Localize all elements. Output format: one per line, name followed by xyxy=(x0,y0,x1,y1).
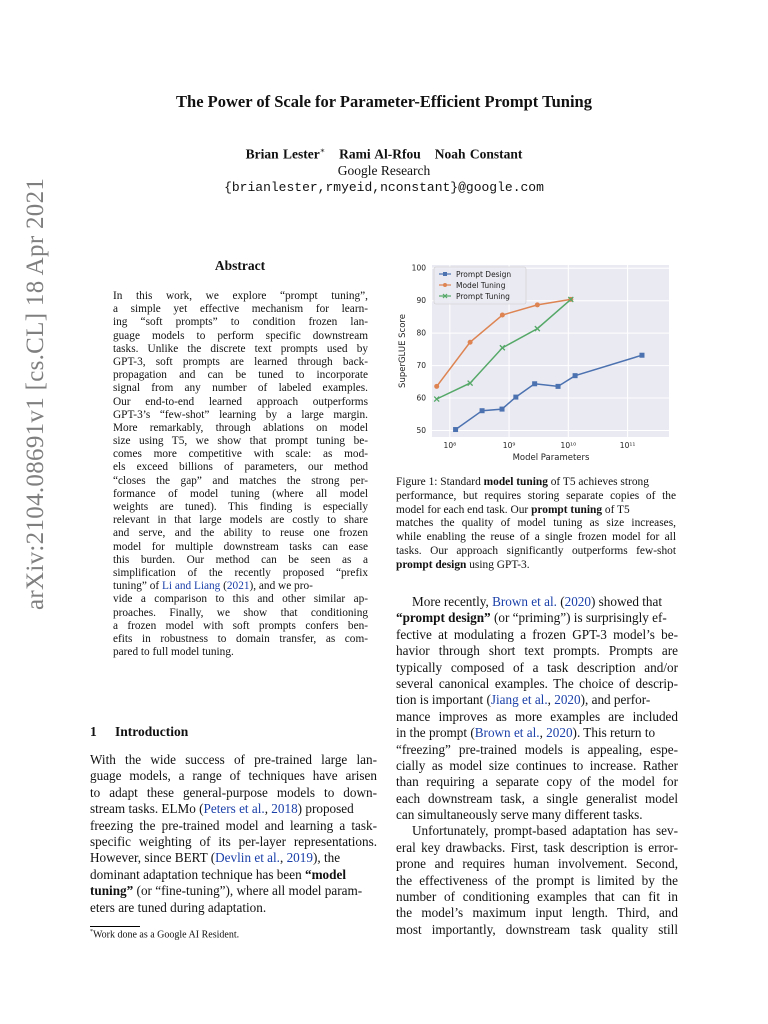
body-line: guage models, a range of techniques have arisen xyxy=(90,768,377,784)
abstract-line: In this work, we explore “prompt tuning”, xyxy=(113,290,368,302)
abstract-line: a frozen model with soft prompts confers ben- xyxy=(113,619,368,632)
abstract-line: comes more competitive with scale: as mod- xyxy=(113,448,368,461)
author-name: Noah Constant xyxy=(434,146,523,162)
data-point-prompt-design xyxy=(639,353,644,358)
intro-body xyxy=(90,752,377,916)
body-line: prone and requires human involvement. Second, xyxy=(396,856,678,872)
abstract-line: simplification of the recently proposed “prefix xyxy=(113,566,368,579)
citation-link[interactable]: Devlin et al. xyxy=(215,850,280,866)
body-line: More recently, Brown et al. (2020) showed that xyxy=(412,594,663,609)
y-tick-label: 90 xyxy=(416,296,426,306)
abstract-line: Our end-to-end learned approach outperforms xyxy=(113,395,368,408)
right-column-body xyxy=(396,594,678,938)
body-line: to adapt these general-purpose models to down- xyxy=(90,784,377,800)
legend-marker-circle xyxy=(443,283,447,287)
author-list xyxy=(0,146,768,163)
author-emails: {brianlester,rmyeid,nconstant}@google.com xyxy=(224,180,544,195)
y-tick-label: 60 xyxy=(416,393,426,403)
citation-year-link[interactable]: 2020 xyxy=(554,692,581,708)
abstract-line: weights are tuned). This finding is especially xyxy=(113,501,368,513)
x-tick-label: 10⁸ xyxy=(443,441,457,450)
x-tick-label: 10¹¹ xyxy=(619,441,636,450)
data-point-prompt-design xyxy=(500,407,505,412)
author-name: Rami Al-Rfou xyxy=(339,146,421,162)
body-line: cially as model size continues to increase. Rather xyxy=(396,757,678,773)
body-line: can simultaneously serve many different tasks. xyxy=(396,807,643,823)
abstract-line: els exceed billions of parameters, our method xyxy=(113,461,368,474)
body-line: fective at modulating a frozen GPT-3 model’s be- xyxy=(396,626,678,642)
body-line: tion is important (Jiang et al., 2020), and perfor- xyxy=(396,692,651,708)
abstract-line: GPT-3, soft prompts are learned through back- xyxy=(113,355,368,368)
abstract-line: a simple yet effective mechanism for learn- xyxy=(113,303,368,316)
abstract-line: signal from any number of labeled examples. xyxy=(113,382,368,395)
x-axis-label: Model Parameters xyxy=(512,453,590,463)
body-line: the model’s maximum input length. Third, and xyxy=(396,905,678,921)
abstract-line: relevant in that large models are costly to share xyxy=(113,514,368,527)
abstract-line: More remarkably, through ablations on model xyxy=(113,421,368,434)
abstract-line: and serve, and the ability to reuse one frozen xyxy=(113,527,368,540)
citation-link[interactable]: Brown et al. xyxy=(492,594,557,609)
abstract-line: tasks. Unlike the discrete text prompts used by xyxy=(113,342,368,355)
abstract-line: this burden. Our method can be seen as a xyxy=(113,553,368,566)
citation-link[interactable]: Jiang et al. xyxy=(490,692,548,708)
legend-label: Prompt Design xyxy=(456,270,512,279)
arxiv-stamp-text: arXiv:2104.08691v1 [cs.CL] 18 Apr 2021 xyxy=(22,177,49,610)
body-line: stream tasks. ELMo (Peters et al., 2018) proposed xyxy=(90,801,354,817)
legend-label: Model Tuning xyxy=(456,281,506,290)
footnote-mark: * xyxy=(90,929,93,935)
data-point-prompt-design xyxy=(513,395,518,400)
body-line: tuning” (or “fine-tuning”), where all model param- xyxy=(90,883,363,899)
body-line: each downstream task, a single generalist model xyxy=(396,790,678,806)
body-line: eral key drawbacks. First, task description is error- xyxy=(396,839,678,855)
abstract-line: vide a comparison to this and other similar ap- xyxy=(113,593,368,606)
footnote xyxy=(90,929,239,940)
data-point-model-tuning xyxy=(468,340,473,345)
data-point-model-tuning xyxy=(500,312,505,317)
abstract-line: tuning” of Li and Liang (2021), and we pro- xyxy=(113,580,313,593)
data-point-prompt-design xyxy=(573,373,578,378)
section-title: Introduction xyxy=(115,724,189,739)
body-line: freezing the pre-trained model and learning a task- xyxy=(90,817,377,833)
body-line: most importantly, downstream task quality still xyxy=(396,921,678,937)
figure-caption xyxy=(396,476,676,573)
footnote-rule xyxy=(90,926,140,927)
caption-line: performance, but requires storing separate copies of the xyxy=(396,489,676,502)
abstract-line: ing “soft prompts” to condition frozen lan- xyxy=(113,316,368,329)
abstract-line: guage models to perform specific downstream xyxy=(113,329,368,342)
section-number: 1 xyxy=(90,724,97,739)
y-tick-label: 80 xyxy=(416,328,426,338)
body-line: than requiring a separate copy of the model for xyxy=(396,774,678,790)
body-line: dominant adaptation technique has been “model xyxy=(90,866,346,882)
caption-line: matches the quality of model tuning as size increases, xyxy=(396,517,676,530)
body-line: Unfortunately, prompt-based adaptation has sev- xyxy=(412,823,678,839)
caption-line: tasks. Our approach significantly outperforms few-shot xyxy=(396,544,676,557)
author-name: Brian Lester xyxy=(245,146,320,162)
body-line: the effectiveness of the prompt is limited by the xyxy=(396,872,678,888)
body-line: mance improves as more examples are included xyxy=(396,708,678,724)
section-heading xyxy=(90,724,390,740)
legend xyxy=(434,267,526,304)
caption-line: model for each end task. Our prompt tuning of T5 xyxy=(396,503,630,516)
body-line: havior through short text prompts. Prompts are xyxy=(396,643,678,659)
citation-link[interactable]: Li and Liang xyxy=(161,580,221,593)
footnote-text: Work done as a Google AI Resident. xyxy=(93,929,240,941)
author-footnote-mark: ∗ xyxy=(319,146,326,155)
figure-1-chart xyxy=(396,255,681,467)
y-tick-label: 70 xyxy=(416,361,426,371)
body-line: “freezing” pre-trained models is appealing, espe- xyxy=(396,741,678,757)
abstract-line: pared to full model tuning. xyxy=(113,646,234,659)
abstract-heading: Abstract xyxy=(214,258,266,273)
legend-marker-square xyxy=(443,272,447,276)
body-line: However, since BERT (Devlin et al., 2019), the xyxy=(90,850,341,866)
y-tick-label: 50 xyxy=(416,426,426,436)
caption-line: while enabling the reuse of a single frozen model for all xyxy=(396,531,676,544)
abstract-line: GPT-3’s “few-shot” learning by a large margin. xyxy=(113,408,368,421)
body-line: number of conditioning examples that can fit in xyxy=(396,889,678,905)
body-line: typically composed of a task description and/or xyxy=(396,659,678,675)
data-point-model-tuning xyxy=(535,302,540,307)
data-point-model-tuning xyxy=(434,384,439,389)
body-line: “prompt design” (or “priming”) is surprisingly ef- xyxy=(396,610,667,626)
citation-year-link[interactable]: 2019 xyxy=(286,850,313,866)
abstract-line: efits in robustness to domain transfer, as com- xyxy=(113,632,368,645)
paper-title: The Power of Scale for Parameter-Efficient Prompt Tuning xyxy=(176,92,592,111)
body-line: eters are tuned during adaptation. xyxy=(90,899,267,915)
data-point-prompt-design xyxy=(556,384,561,389)
abstract-body xyxy=(113,290,368,659)
y-axis-label: SuperGLUE Score xyxy=(398,314,408,388)
citation-link[interactable]: Brown et al. xyxy=(474,725,540,741)
x-tick-label: 10¹⁰ xyxy=(560,441,577,450)
citation-year-link[interactable]: 2020 xyxy=(564,594,591,609)
abstract-line: size using T5, we show that prompt tuning be- xyxy=(113,435,368,448)
citation-year-link[interactable]: 2018 xyxy=(271,801,298,817)
caption-line: Figure 1: Standard model tuning of T5 achieves strong xyxy=(396,476,649,488)
abstract-line: propagation and can be tuned to incorporate xyxy=(113,369,368,382)
caption-line: prompt design using GPT-3. xyxy=(396,558,530,571)
body-line: With the wide success of pre-trained large lan- xyxy=(90,752,377,767)
abstract-line: formance of model tuning (where all model xyxy=(113,487,368,500)
body-line: specific weighting of its per-layer representations. xyxy=(90,833,377,849)
data-point-prompt-design xyxy=(532,381,537,386)
abstract-line: proaches. Finally, we show that conditioning xyxy=(113,606,368,619)
affiliation: Google Research xyxy=(337,163,431,178)
citation-year-link[interactable]: 2021 xyxy=(226,580,250,593)
body-line: in the prompt (Brown et al., 2020). This return to xyxy=(396,725,656,741)
body-line: several canonical examples. The choice of descrip- xyxy=(396,675,678,691)
y-tick-label: 100 xyxy=(411,263,426,273)
data-point-prompt-design xyxy=(480,408,485,413)
abstract-line: “closes the gap” and matches the strong per- xyxy=(113,474,368,487)
x-tick-label: 10⁹ xyxy=(502,441,516,450)
citation-year-link[interactable]: 2020 xyxy=(546,725,573,741)
abstract-line: model for multiple downstream tasks can ease xyxy=(113,540,368,553)
legend-label: Prompt Tuning xyxy=(456,292,510,301)
data-point-prompt-design xyxy=(453,427,458,432)
citation-link[interactable]: Peters et al. xyxy=(203,801,265,817)
